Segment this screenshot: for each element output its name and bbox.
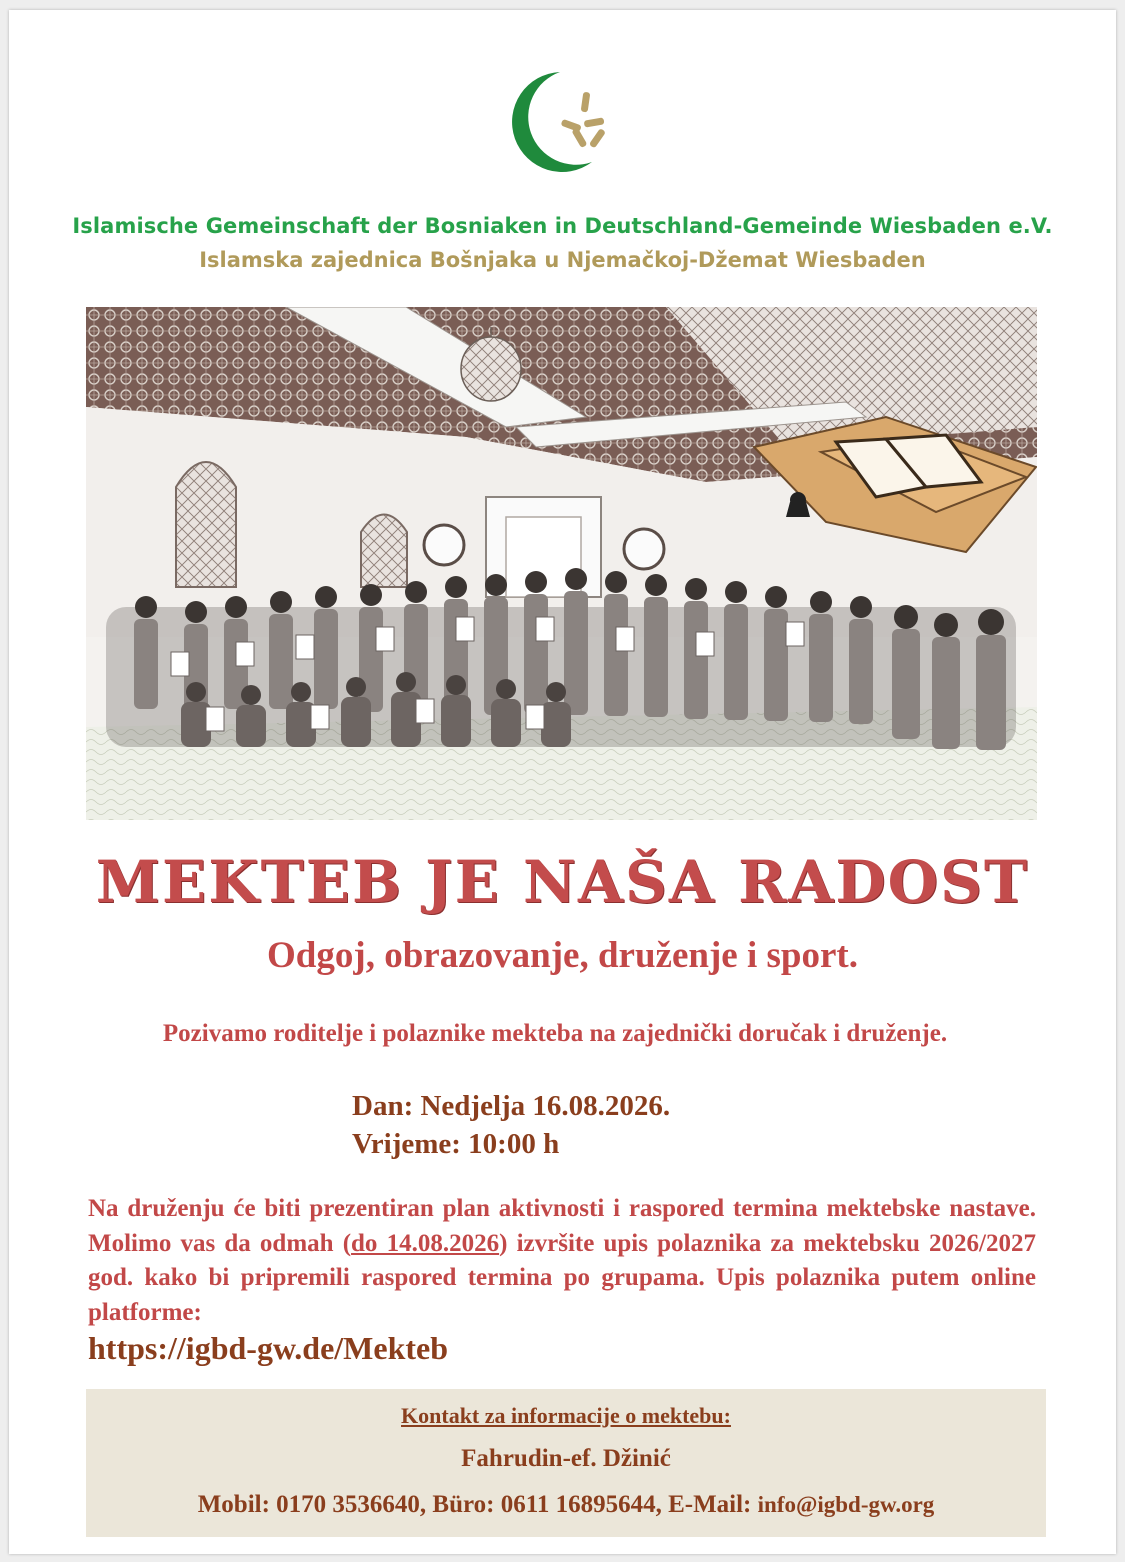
- contact-email[interactable]: info@igbd-gw.org: [757, 1492, 935, 1517]
- contact-box: [86, 1389, 1046, 1537]
- event-date: Dan: Nedjelja 16.08.2026.: [352, 1090, 671, 1122]
- event-time: Vrijeme: 10:00 h: [352, 1128, 560, 1160]
- contact-title: Kontakt za informacije o mektebu:: [401, 1403, 731, 1428]
- info-paragraph-part1: Na druženju će biti prezentiran plan aktivnosti i raspored termina mektebske nastave. Molimo vas da odmah (: [88, 1195, 1036, 1257]
- headline: MEKTEB JE NAŠA RADOST: [95, 848, 1030, 916]
- contact-name: Fahrudin-ef. Džinić: [461, 1445, 671, 1472]
- crescent-and-star-icon: [508, 70, 618, 174]
- contact-phones: [86, 1491, 1046, 1519]
- info-paragraph-part2: ) izvršite upis polaznika za mektebsku 2026/2027 god. kako bi pripremili raspored termina po grupama. Upis polaznika putem online platforme:: [88, 1229, 1036, 1326]
- registration-deadline: do 14.08.2026: [351, 1229, 500, 1257]
- org-name-german: Islamische Gemeinschaft der Bosniaken in Deutschland-Gemeinde Wiesbaden e.V.: [72, 214, 1053, 238]
- info-paragraph: [88, 1192, 1036, 1330]
- subheadline: Odgoj, obrazovanje, druženje i sport.: [267, 935, 858, 976]
- registration-link[interactable]: https://igbd-gw.de/Mekteb: [88, 1330, 449, 1366]
- invitation-text: Pozivamo roditelje i polaznike mekteba na zajednički doručak i druženje.: [162, 1020, 948, 1047]
- org-name-bosnian: Islamska zajednica Bošnjaka u Njemačkoj-Džemat Wiesbaden: [199, 248, 926, 272]
- phone-numbers: Mobil: 0170 3536640, Büro: 0611 16895644, E-Mail:: [197, 1491, 758, 1518]
- group-photo: [86, 307, 1037, 820]
